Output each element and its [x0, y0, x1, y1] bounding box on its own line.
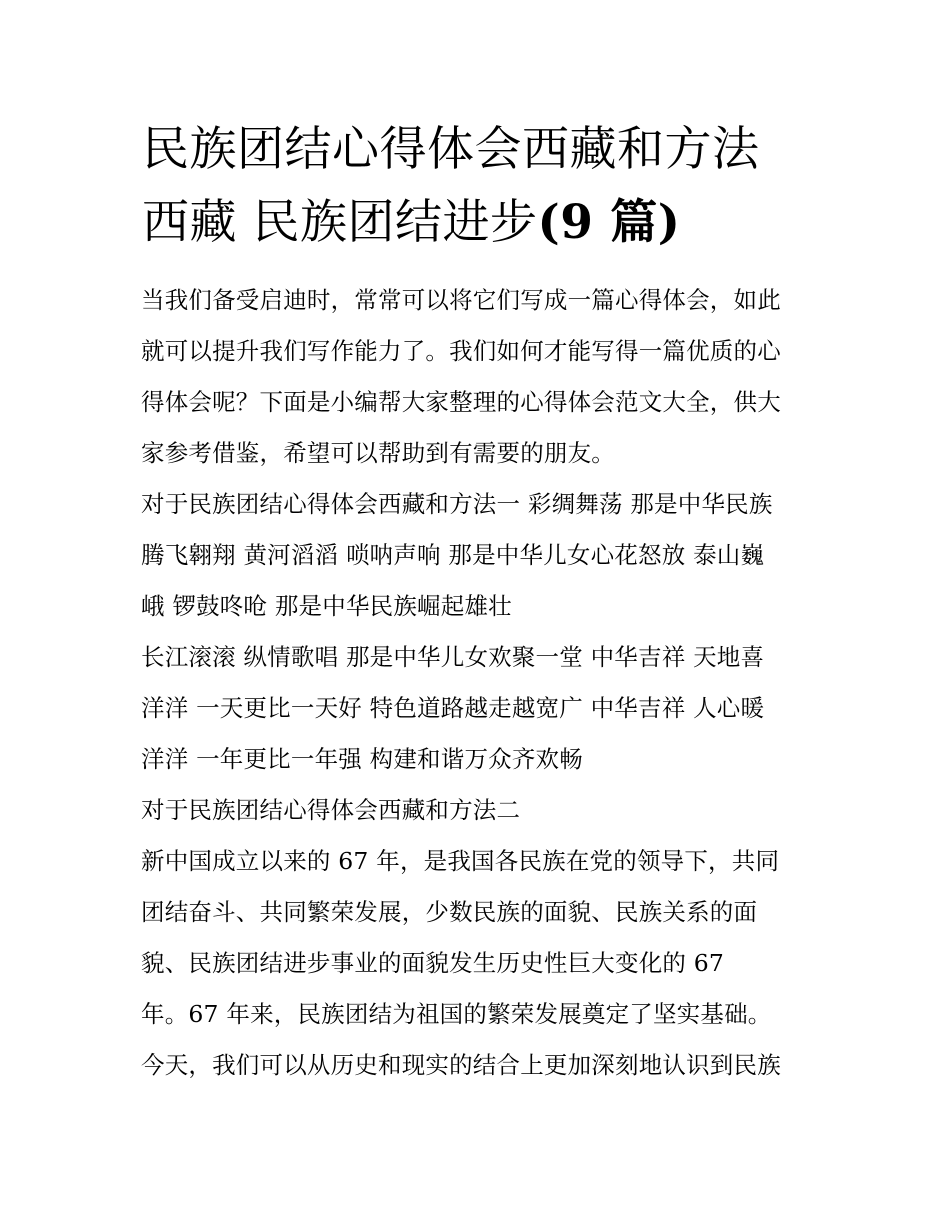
- body-line: 洋洋 一天更比一天好 特色道路越走越宽广 中华吉祥 人心暖: [141, 694, 765, 722]
- body-line: 腾飞翱翔 黄河滔滔 唢呐声响 那是中华儿女心花怒放 泰山巍: [141, 541, 765, 569]
- body-line: 团结奋斗、共同繁荣发展，少数民族的面貌、民族关系的面: [141, 898, 758, 926]
- body-line: 貌、民族团结进步事业的面貌发生历史性巨大变化的 67: [141, 949, 725, 977]
- body-line: 对于民族团结心得体会西藏和方法二: [141, 796, 521, 824]
- title-count-number: (9: [537, 195, 594, 250]
- body-line: 洋洋 一年更比一年强 构建和谐万众齐欢畅: [141, 745, 583, 773]
- body-line: 就可以提升我们写作能力了。我们如何才能写得一篇优质的心: [141, 337, 781, 365]
- document-body: [141, 275, 831, 1091]
- document-title: [142, 113, 842, 259]
- body-line: 峨 锣鼓咚呛 那是中华民族崛起雄壮: [141, 592, 512, 620]
- body-line: 得体会呢？下面是小编帮大家整理的心得体会范文大全，供大: [141, 388, 781, 416]
- body-line: 对于民族团结心得体会西藏和方法一 彩绸舞荡 那是中华民族: [141, 490, 773, 518]
- body-line: 年。67 年来，民族团结为祖国的繁荣发展奠定了坚实基础。: [141, 1000, 772, 1028]
- body-line: 家参考借鉴，希望可以帮助到有需要的朋友。: [141, 439, 615, 467]
- body-line: 长江滚滚 纵情歌唱 那是中华儿女欢聚一堂 中华吉祥 天地喜: [141, 643, 765, 671]
- body-line: 当我们备受启迪时，常常可以将它们写成一篇心得体会，如此: [141, 286, 781, 314]
- title-line-2-text: 西藏 民族团结进步: [142, 195, 538, 250]
- body-line: 今天，我们可以从历史和现实的结合上更加深刻地认识到民族: [141, 1051, 781, 1079]
- body-line: 新中国成立以来的 67 年，是我国各民族在党的领导下，共同: [141, 847, 780, 875]
- title-line-1: 民族团结心得体会西藏和方法: [142, 122, 760, 177]
- title-count-unit: 篇): [593, 195, 681, 250]
- title-line-2: [142, 195, 681, 250]
